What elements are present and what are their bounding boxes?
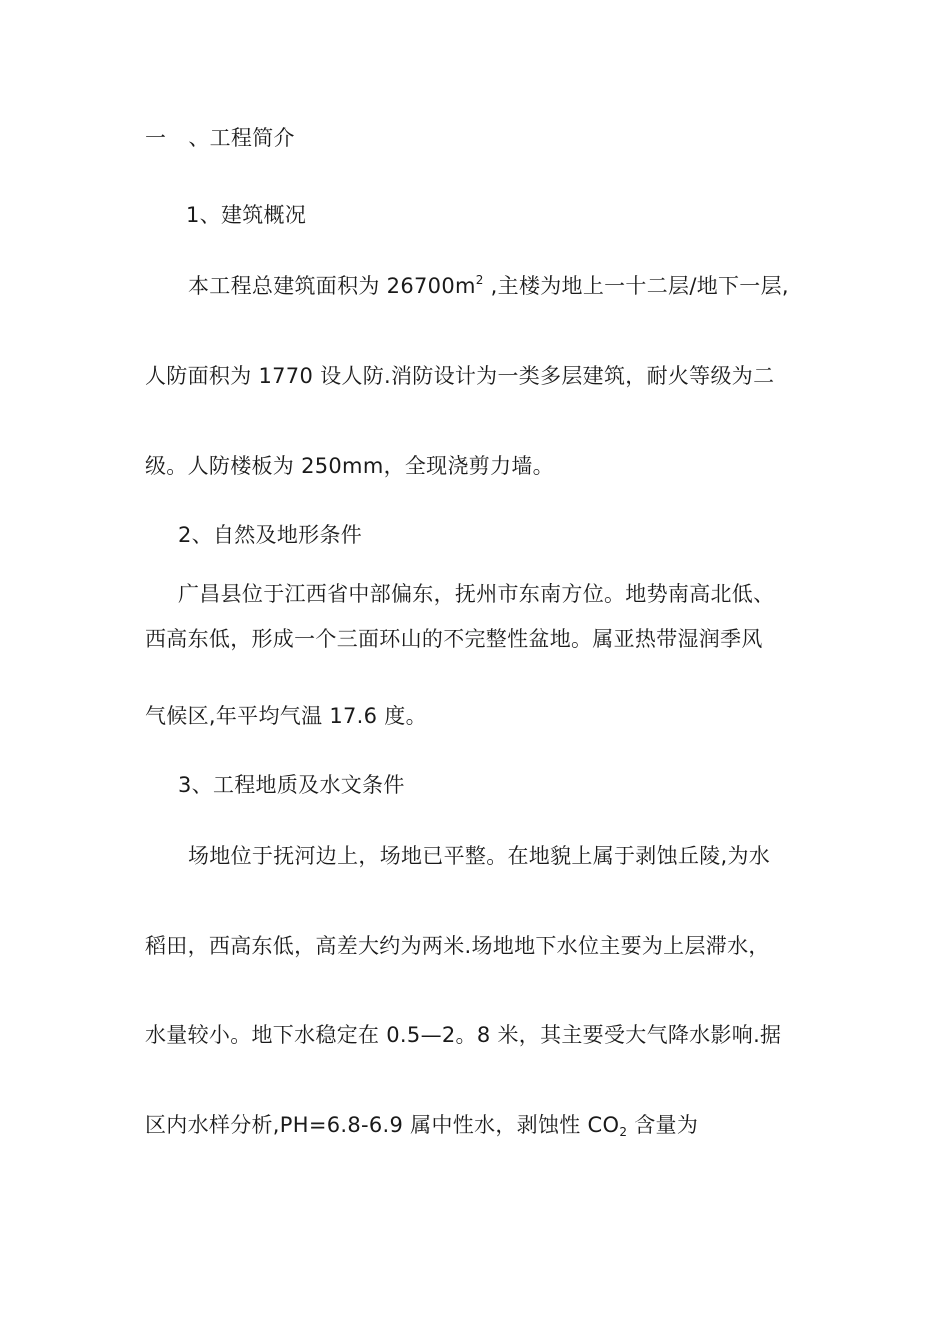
- paragraph-1-line-1: 本工程总建筑面积为 $26700m^2$ ,主楼为地上一十二层/地下一层,: [188, 273, 789, 298]
- superscript: 2: [475, 273, 484, 287]
- section-title: 、工程简介: [188, 126, 295, 150]
- paragraph-1-line-2: 人防面积为 1770 设人防.消防设计为一类多层建筑，耐火等级为二: [145, 364, 775, 388]
- paragraph-3-line-2: 稻田，西高东低，高差大约为两米.场地地下水位主要为上层滞水，: [145, 934, 770, 958]
- section-number: 一: [145, 126, 167, 150]
- section-heading: [145, 124, 295, 152]
- subscript: 2: [619, 1125, 628, 1139]
- paragraph-2-line-1: 广昌县位于江西省中部偏东，抚州市东南方位。地势南高北低、: [178, 582, 775, 606]
- paragraph-3-line-4: 区内水样分析,PH=6.8-6.9 属中性水，剥蚀性 $CO_2$ 含量为: [145, 1113, 699, 1139]
- paragraph-1-line-3: 级。人防楼板为 250mm，全现浇剪力墙。: [145, 454, 554, 478]
- paragraph-3-line-3: 水量较小。地下水稳定在 0.5—2。8 米，其主要受大气降水影响.据: [145, 1023, 782, 1047]
- paragraph-2-line-2: 西高东低，形成一个三面环山的不完整性盆地。属亚热带湿润季风: [145, 627, 763, 651]
- paragraph-2-line-3: 气候区,年平均气温 17.6 度。: [145, 704, 427, 728]
- subsection-heading-3: 3、工程地质及水文条件: [178, 773, 405, 797]
- subsection-heading-1: 1、建筑概况: [186, 203, 307, 227]
- subsection-heading-2: 2、自然及地形条件: [178, 523, 363, 547]
- paragraph-3-line-1: 场地位于抚河边上，场地已平整。在地貌上属于剥蚀丘陵,为水: [188, 844, 771, 868]
